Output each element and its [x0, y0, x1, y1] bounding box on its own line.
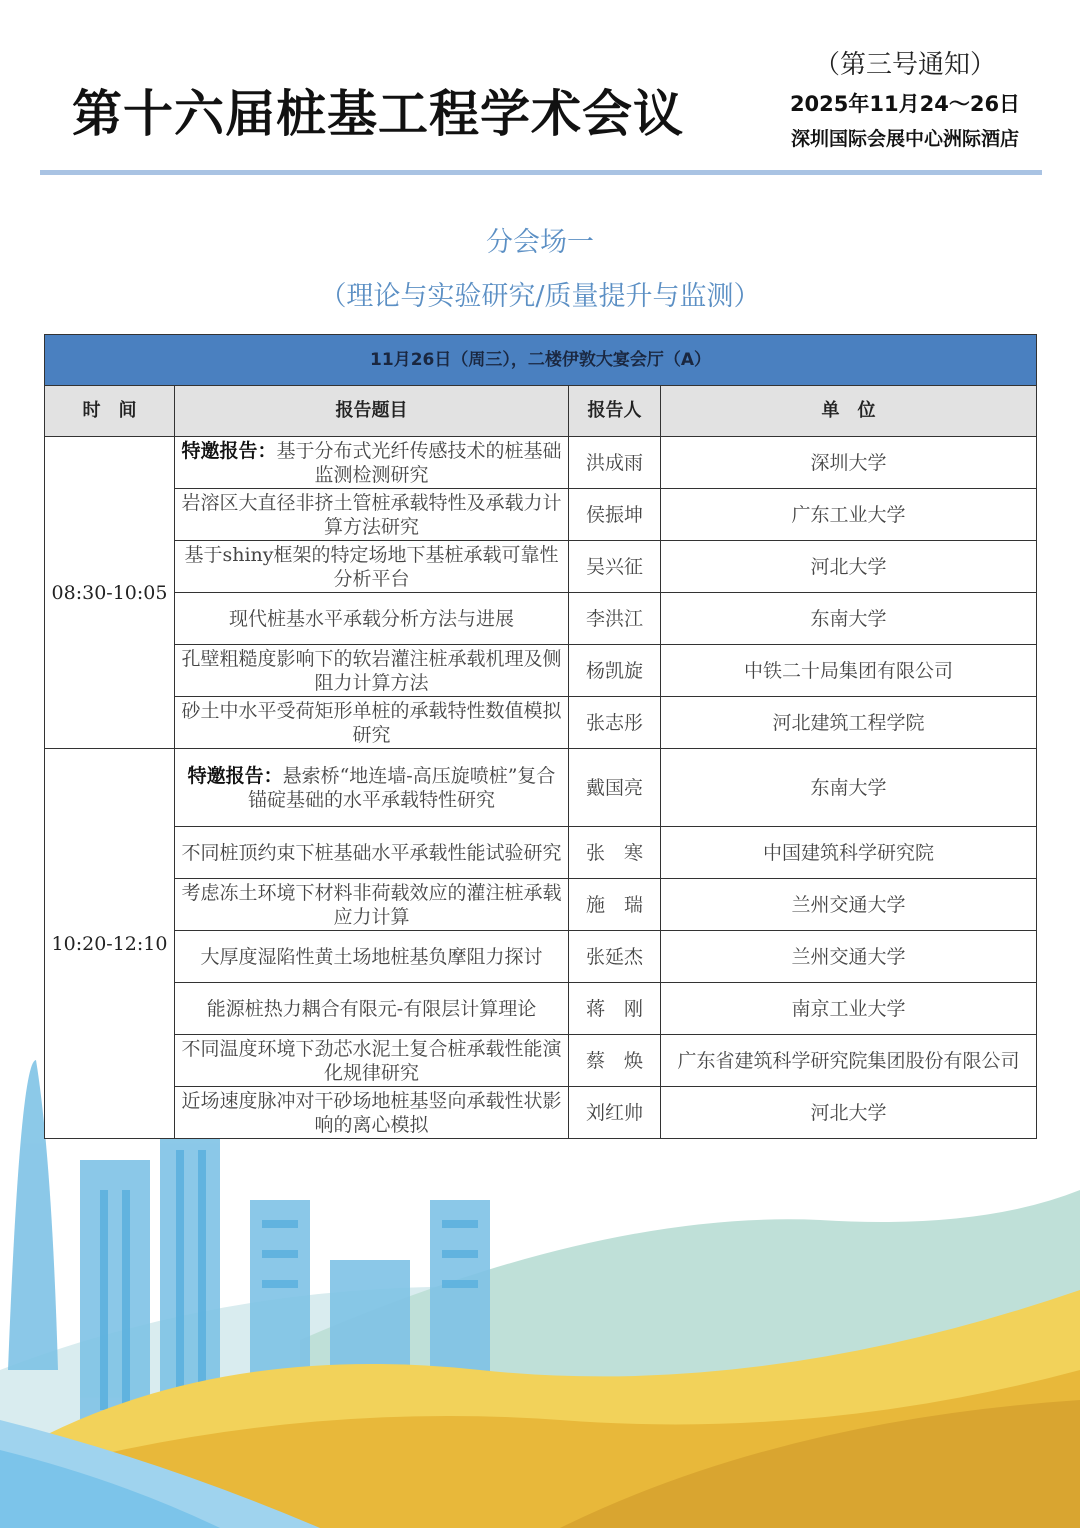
- conference-dates: 2025年11月24～26日: [789, 92, 1021, 116]
- column-header-time: 时 间: [45, 386, 175, 437]
- report-topic: 不同桩顶约束下桩基础水平承载性能试验研究: [175, 827, 569, 879]
- speaker: 张志彤: [569, 697, 661, 749]
- topic-text: 悬索桥“地连墙-高压旋喷桩”复合锚碇基础的水平承载特性研究: [247, 764, 556, 811]
- report-topic: 近场速度脉冲对干砂场地桩基竖向承载性状影响的离心模拟: [175, 1087, 569, 1139]
- speaker: 施 瑞: [569, 879, 661, 931]
- notice-label: （第三号通知）: [813, 50, 996, 80]
- speaker: 侯振坤: [569, 489, 661, 541]
- keynote-label: 特邀报告：: [187, 764, 283, 787]
- header-divider: [40, 170, 1042, 175]
- table-row: [45, 437, 1037, 489]
- affiliation: 广东省建筑科学研究院集团股份有限公司: [661, 1035, 1037, 1087]
- affiliation: 南京工业大学: [661, 983, 1037, 1035]
- affiliation: 中国建筑科学研究院: [661, 827, 1037, 879]
- table-row: [45, 827, 1037, 879]
- speaker: 戴国亮: [569, 749, 661, 827]
- affiliation: 东南大学: [661, 749, 1037, 827]
- affiliation: 中铁二十局集团有限公司: [661, 645, 1037, 697]
- table-row: [45, 983, 1037, 1035]
- schedule-table: [44, 334, 1037, 1139]
- table-row: [45, 541, 1037, 593]
- table-row: [45, 1035, 1037, 1087]
- report-topic: 考虑冻土环境下材料非荷载效应的灌注桩承载应力计算: [175, 879, 569, 931]
- speaker: 杨凯旋: [569, 645, 661, 697]
- speaker: 刘红帅: [569, 1087, 661, 1139]
- affiliation: 河北大学: [661, 541, 1037, 593]
- report-topic: [175, 749, 569, 827]
- conference-venue: 深圳国际会展中心洲际酒店: [790, 128, 1019, 150]
- report-topic: 现代桩基水平承载分析方法与进展: [175, 593, 569, 645]
- table-row: [45, 489, 1037, 541]
- report-topic: 大厚度湿陷性黄土场地桩基负摩阻力探讨: [175, 931, 569, 983]
- speaker: 蒋 刚: [569, 983, 661, 1035]
- speaker: 张延杰: [569, 931, 661, 983]
- affiliation: 兰州交通大学: [661, 931, 1037, 983]
- column-header-row: [45, 386, 1037, 437]
- keynote-label: 特邀报告：: [181, 439, 277, 462]
- table-row: [45, 879, 1037, 931]
- table-row: [45, 1087, 1037, 1139]
- time-slot: 08:30-10:05: [45, 437, 175, 749]
- report-topic: 能源桩热力耦合有限元-有限层计算理论: [175, 983, 569, 1035]
- report-topic: 基于shiny框架的特定场地下基桩承载可靠性分析平台: [175, 541, 569, 593]
- affiliation: 河北大学: [661, 1087, 1037, 1139]
- day-header-row: [45, 335, 1037, 386]
- report-topic: [175, 437, 569, 489]
- report-topic: 砂土中水平受荷矩形单桩的承载特性数值模拟研究: [175, 697, 569, 749]
- affiliation: 东南大学: [661, 593, 1037, 645]
- report-topic: 不同温度环境下劲芯水泥土复合桩承载性能演化规律研究: [175, 1035, 569, 1087]
- table-row: [45, 749, 1037, 827]
- time-slot: 10:20-12:10: [45, 749, 175, 1139]
- table-row: [45, 697, 1037, 749]
- table-row: [45, 931, 1037, 983]
- speaker: 李洪江: [569, 593, 661, 645]
- speaker: 吴兴征: [569, 541, 661, 593]
- table-row: [45, 593, 1037, 645]
- conference-title: 第十六届桩基工程学术会议: [72, 85, 684, 143]
- column-header-speaker: 报告人: [569, 386, 661, 437]
- affiliation: 河北建筑工程学院: [661, 697, 1037, 749]
- topic-text: 基于分布式光纤传感技术的桩基础监测检测研究: [276, 439, 562, 486]
- affiliation: 兰州交通大学: [661, 879, 1037, 931]
- column-header-topic: 报告题目: [175, 386, 569, 437]
- column-header-affiliation: 单 位: [661, 386, 1037, 437]
- report-topic: 岩溶区大直径非挤土管桩承载特性及承载力计算方法研究: [175, 489, 569, 541]
- speaker: 蔡 焕: [569, 1035, 661, 1087]
- report-topic: 孔壁粗糙度影响下的软岩灌注桩承载机理及侧阻力计算方法: [175, 645, 569, 697]
- speaker: 张 寒: [569, 827, 661, 879]
- speaker: 洪成雨: [569, 437, 661, 489]
- session-name: 分会场一: [486, 227, 594, 258]
- session-theme: （理论与实验研究/质量提升与监测）: [319, 281, 761, 312]
- affiliation: 深圳大学: [661, 437, 1037, 489]
- day-header: 11月26日（周三），二楼伊敦大宴会厅（A）: [45, 335, 1037, 386]
- table-row: [45, 645, 1037, 697]
- affiliation: 广东工业大学: [661, 489, 1037, 541]
